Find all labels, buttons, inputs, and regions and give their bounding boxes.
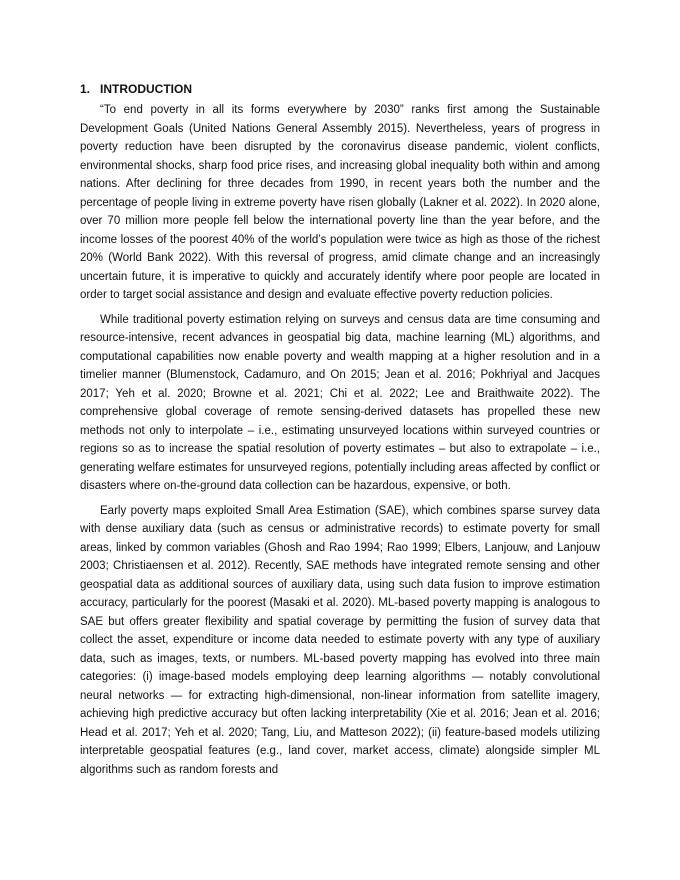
paragraph-1: “To end poverty in all its forms everywhere by 2030” ranks first among the Sustainable Development Goals (United Nations General Assembly 2015). Nevertheless, years of progress in poverty reduction have been disrupted by the coronavirus disease pandemic, violent conflicts, environmental shocks, sharp food price rises, and increasing global inequality both within and among nations. After declining for three decades from 1990, in recent years both the number and the percentage of people living in extreme poverty have risen globally (Lakner et al. 2022). In 2020 alone, over 70 million more people fell below the international poverty line than the year before, and the income losses of the poorest 40% of the world’s population were twice as high as those of the richest 20% (World Bank 2022). With this reversal of progress, amid climate change and an increasingly uncertain future, it is imperative to quickly and accurately identify where poor people are located in order to target social assistance and design and evaluate effective poverty reduction policies. bbox=[80, 104, 600, 301]
section-heading bbox=[80, 80, 600, 98]
section-title: INTRODUCTION bbox=[100, 82, 192, 96]
paragraph-3: Early poverty maps exploited Small Area Estimation (SAE), which combines sparse survey data with dense auxiliary data (such as census or administrative records) to estimate poverty for small areas, linked by common variables (Ghosh and Rao 1994; Rao 1999; Elbers, Lanjouw, and Lanjouw 2003; Christiaensen et al. 2012). Recently, SAE methods have integrated remote sensing and other geospatial data as additional sources of auxiliary data, using such data fusion to improve estimation accuracy, particularly for the poorest (Masaki et al. 2020). ML-based poverty mapping is analogous to SAE but offers greater flexibility and spatial coverage by permitting the fusion of survey data that collect the asset, expenditure or income data needed to estimate poverty with any type of auxiliary data, such as images, texts, or numbers. ML-based poverty mapping has evolved into three main categories: (i) image-based models employing deep learning algorithms — notably convolutional neural networks — for extracting high-dimensional, non-linear information from satellite imagery, achieving high predictive accuracy but often lacking interpretability (Xie et al. 2016; Jean et al. 2016; Head et al. 2017; Yeh et al. 2020; Tang, Liu, and Matteson 2022); (ii) feature-based models utilizing interpretable geospatial features (e.g., land cover, market access, climate) alongside simpler ML algorithms such as random forests and bbox=[80, 504, 600, 776]
document-page bbox=[80, 80, 600, 785]
paragraph-2: While traditional poverty estimation relying on surveys and census data are time consuming and resource-intensive, recent advances in geospatial big data, machine learning (ML) algorithms, and computational capabilities now enable poverty and wealth mapping at a higher resolution and in a timelier manner (Blumenstock, Cadamuro, and On 2015; Jean et al. 2016; Pokhriyal and Jacques 2017; Yeh et al. 2020; Browne et al. 2021; Chi et al. 2022; Lee and Braithwaite 2022). The comprehensive global coverage of remote sensing-derived datasets has propelled these new methods not only to interpolate – i.e., estimating unsurveyed locations within surveyed countries or regions so as to increase the spatial resolution of poverty estimates – but also to extrapolate – i.e., generating welfare estimates for unsurveyed regions, potentially including areas affected by conflict or disasters where on-the-ground data collection can be hazardous, expensive, or both. bbox=[80, 313, 600, 492]
section-number: 1. bbox=[80, 82, 91, 96]
